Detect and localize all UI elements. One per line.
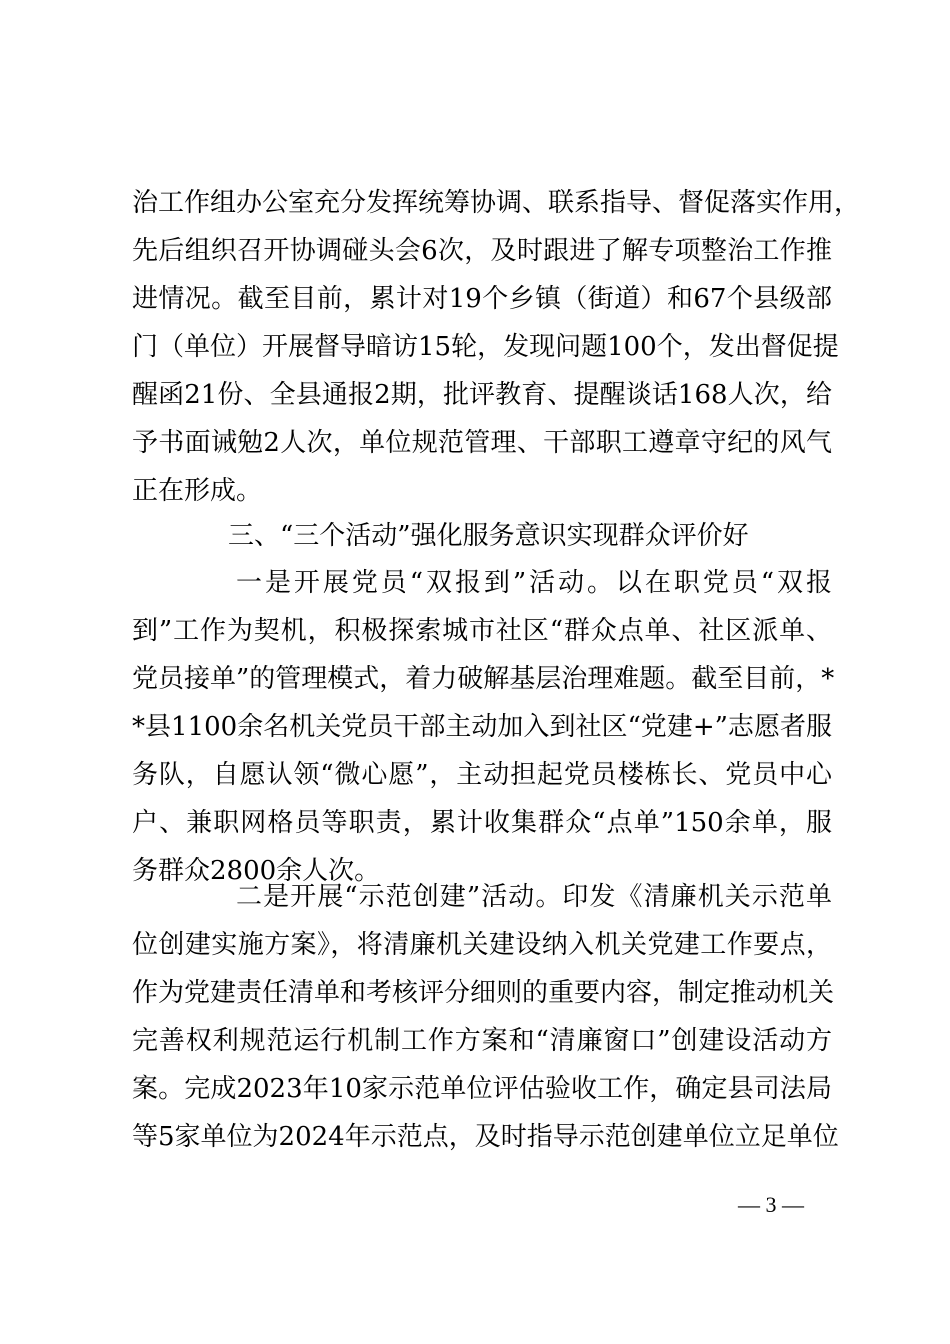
section-heading: 三、“三个活动”强化服务意识实现群众评价好 (228, 521, 749, 551)
paragraph-demonstration (132, 873, 839, 1161)
paragraph-line: 正在形成。 (132, 476, 263, 506)
paragraph-line: 户、兼职网格员等职责，累计收集群众“点单”150余单，服 (132, 808, 832, 838)
paragraph-line: 予书面诫勉2人次，单位规范管理、干部职工遵章守纪的风气 (132, 428, 832, 458)
paragraph-line: 到”工作为契机，积极探索城市社区“群众点单、社区派单、 (132, 616, 832, 646)
paragraph-line: *县1100余名机关党员干部主动加入到社区“党建+”志愿者服 (132, 712, 832, 742)
paragraph-line: 一是开展党员“双报到”活动。以在职党员“双报 (236, 568, 832, 598)
paragraph-line: 作为党建责任清单和考核评分细则的重要内容，制定推动机关 (132, 978, 835, 1008)
page-number: — 3 — (738, 1192, 804, 1217)
paragraph-line: 务群众2800余人次。 (132, 856, 381, 886)
paragraph-line: 等5家单位为2024年示范点，及时指导示范创建单位立足单位 (132, 1122, 839, 1152)
paragraph-line: 门（单位）开展督导暗访15轮，发现问题100个，发出督促提 (132, 332, 839, 362)
paragraph-line: 治工作组办公室充分发挥统筹协调、联系指导、督促落实作用， (132, 188, 861, 218)
paragraph-line: 党员接单”的管理模式，着力破解基层治理难题。截至目前，* (132, 664, 835, 694)
paragraph-line: 位创建实施方案》，将清廉机关建设纳入机关党建工作要点， (132, 930, 832, 960)
paragraph-line: 进情况。截至目前，累计对19个乡镇（街道）和67个县级部 (132, 284, 832, 314)
paragraph-line: 完善权利规范运行机制工作方案和“清廉窗口”创建设活动方 (132, 1026, 832, 1056)
paragraph-line: 务队，自愿认领“微心愿”，主动担起党员楼栋长、党员中心 (132, 760, 832, 790)
paragraph-double-report (132, 559, 835, 895)
paragraph-line: 二是开展“示范创建”活动。印发《清廉机关示范单 (236, 882, 832, 912)
paragraph-line: 案。完成2023年10家示范单位评估验收工作，确定县司法局 (132, 1074, 832, 1104)
paragraph-line: 先后组织召开协调碰头会6次，及时跟进了解专项整治工作推 (132, 236, 832, 266)
paragraph-supervision-results (132, 179, 861, 515)
paragraph-line: 醒函21份、全县通报2期，批评教育、提醒谈话168人次，给 (132, 380, 832, 410)
